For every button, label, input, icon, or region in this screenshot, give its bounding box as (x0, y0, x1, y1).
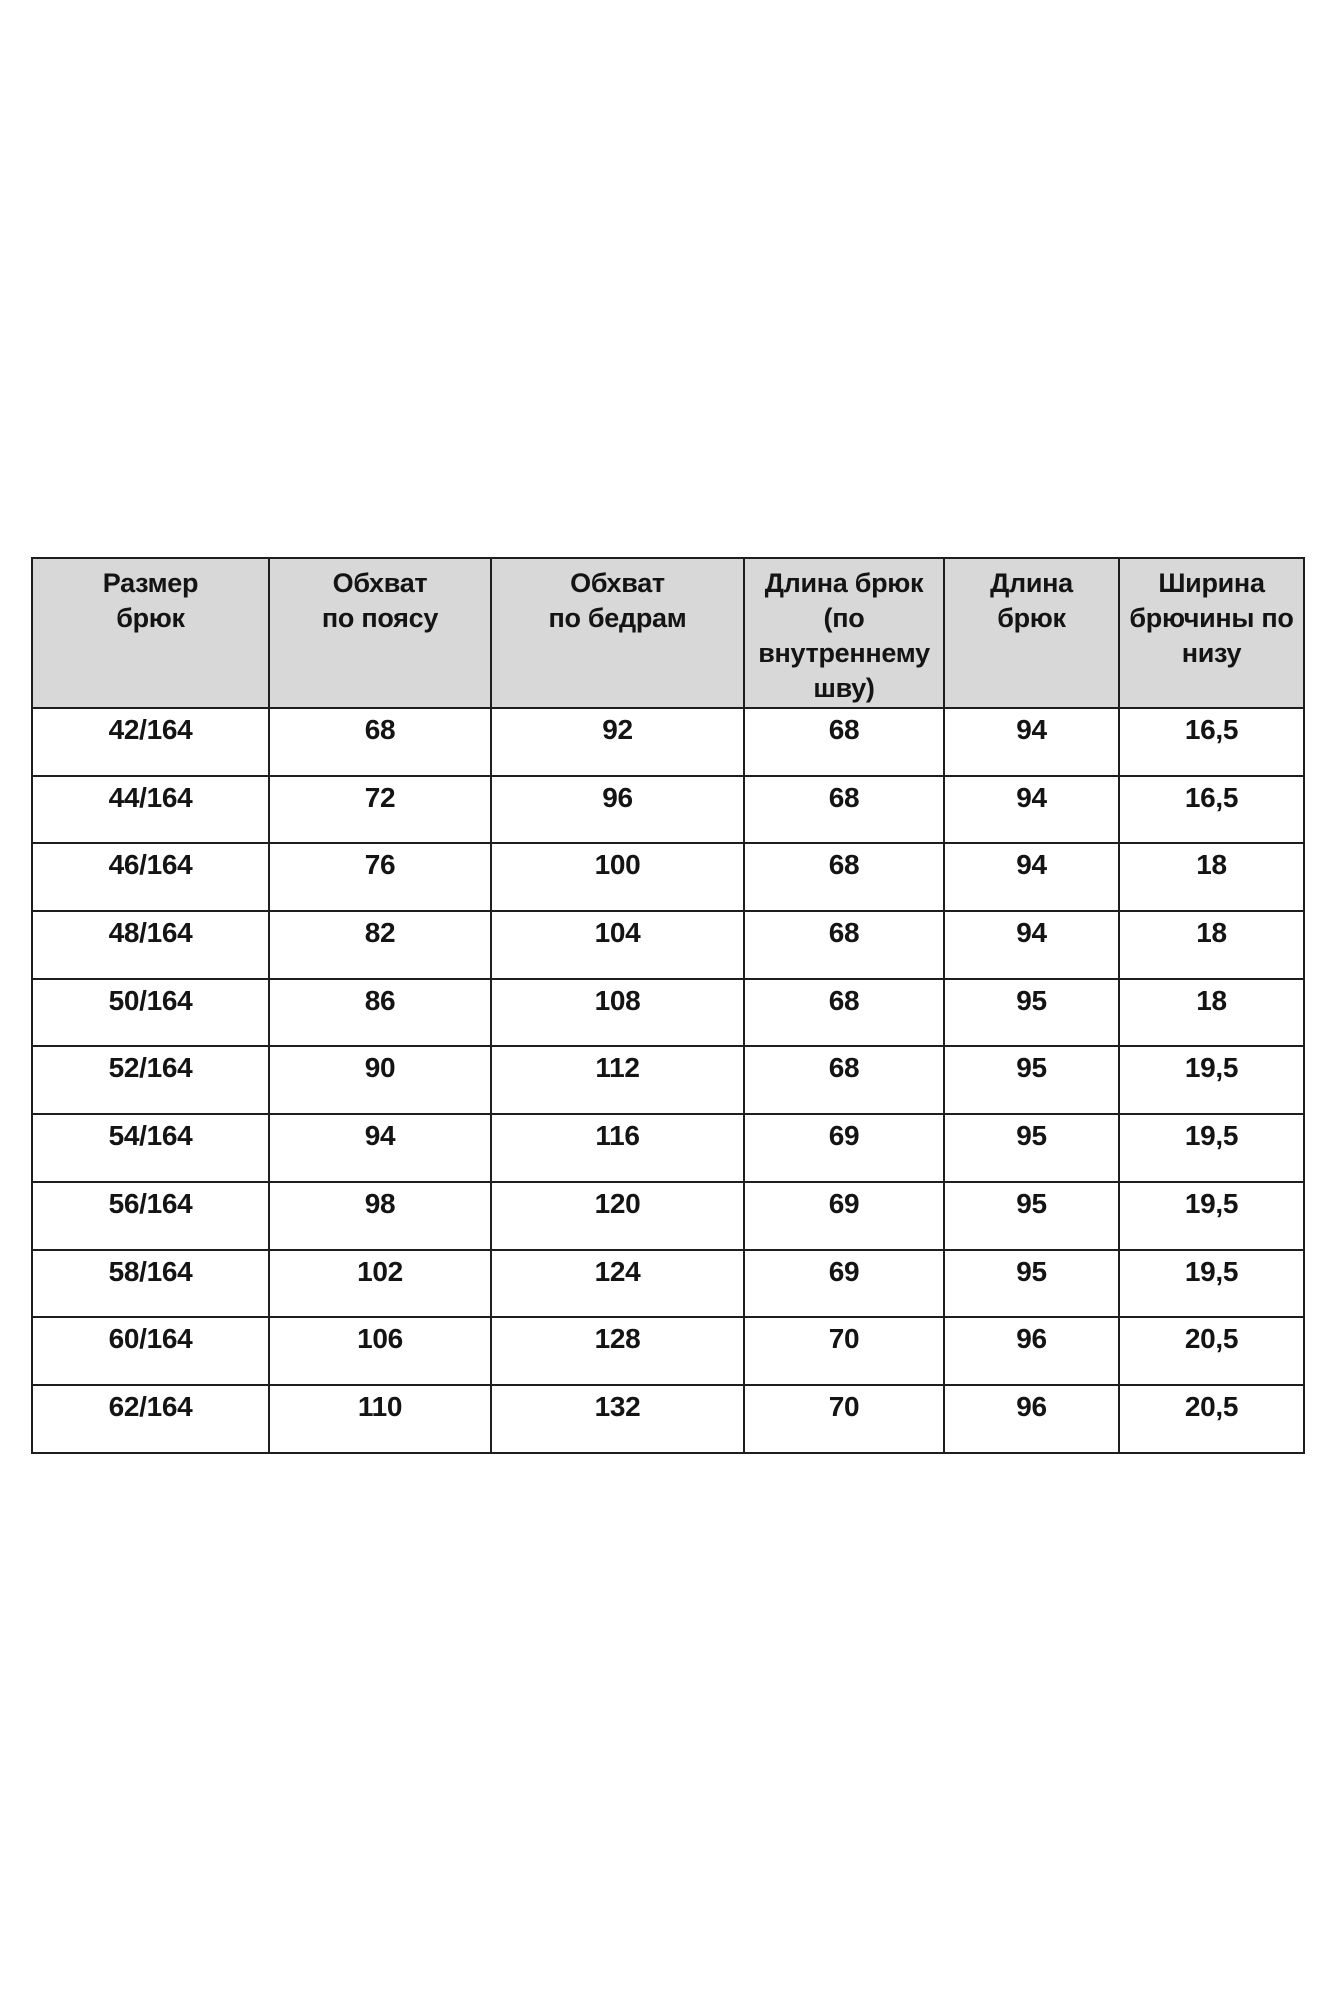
measurement-cell: 69 (744, 1250, 944, 1318)
measurement-cell: 95 (944, 1250, 1119, 1318)
measurement-cell: 94 (269, 1114, 491, 1182)
size-cell: 46/164 (32, 843, 269, 911)
column-header-1: Размер брюк (32, 558, 269, 708)
measurement-cell: 116 (491, 1114, 744, 1182)
size-cell: 58/164 (32, 1250, 269, 1318)
measurement-cell: 95 (944, 1114, 1119, 1182)
measurement-cell: 68 (744, 776, 944, 844)
measurement-cell: 68 (744, 1046, 944, 1114)
measurement-cell: 20,5 (1119, 1317, 1304, 1385)
measurement-cell: 95 (944, 1182, 1119, 1250)
table-row (32, 1114, 1304, 1182)
size-cell: 60/164 (32, 1317, 269, 1385)
measurement-cell: 94 (944, 708, 1119, 776)
measurement-cell: 94 (944, 843, 1119, 911)
measurement-cell: 68 (744, 708, 944, 776)
measurement-cell: 124 (491, 1250, 744, 1318)
measurement-cell: 94 (944, 911, 1119, 979)
measurement-cell: 68 (269, 708, 491, 776)
measurement-cell: 98 (269, 1182, 491, 1250)
size-cell: 54/164 (32, 1114, 269, 1182)
measurement-cell: 128 (491, 1317, 744, 1385)
measurement-cell: 100 (491, 843, 744, 911)
measurement-cell: 108 (491, 979, 744, 1047)
size-cell: 44/164 (32, 776, 269, 844)
column-header-6: Ширина брючины по низу (1119, 558, 1304, 708)
measurement-cell: 69 (744, 1182, 944, 1250)
table-row (32, 843, 1304, 911)
measurement-cell: 68 (744, 911, 944, 979)
size-table (31, 557, 1305, 1454)
table-row (32, 776, 1304, 844)
measurement-cell: 18 (1119, 843, 1304, 911)
measurement-cell: 19,5 (1119, 1250, 1304, 1318)
measurement-cell: 95 (944, 979, 1119, 1047)
table-row (32, 1182, 1304, 1250)
measurement-cell: 96 (491, 776, 744, 844)
measurement-cell: 68 (744, 979, 944, 1047)
column-header-4: Длина брюк (по внутреннему шву) (744, 558, 944, 708)
size-cell: 42/164 (32, 708, 269, 776)
measurement-cell: 68 (744, 843, 944, 911)
measurement-cell: 120 (491, 1182, 744, 1250)
table-row (32, 1317, 1304, 1385)
measurement-cell: 72 (269, 776, 491, 844)
measurement-cell: 16,5 (1119, 708, 1304, 776)
measurement-cell: 19,5 (1119, 1182, 1304, 1250)
measurement-cell: 76 (269, 843, 491, 911)
size-cell: 48/164 (32, 911, 269, 979)
measurement-cell: 19,5 (1119, 1046, 1304, 1114)
measurement-cell: 110 (269, 1385, 491, 1453)
column-header-3: Обхват по бедрам (491, 558, 744, 708)
measurement-cell: 112 (491, 1046, 744, 1114)
measurement-cell: 104 (491, 911, 744, 979)
table-row (32, 1250, 1304, 1318)
measurement-cell: 19,5 (1119, 1114, 1304, 1182)
table-row (32, 979, 1304, 1047)
measurement-cell: 86 (269, 979, 491, 1047)
measurement-cell: 69 (744, 1114, 944, 1182)
measurement-cell: 90 (269, 1046, 491, 1114)
measurement-cell: 18 (1119, 979, 1304, 1047)
size-cell: 56/164 (32, 1182, 269, 1250)
measurement-cell: 132 (491, 1385, 744, 1453)
table-row (32, 708, 1304, 776)
measurement-cell: 95 (944, 1046, 1119, 1114)
measurement-cell: 106 (269, 1317, 491, 1385)
table-body (32, 708, 1304, 1453)
column-header-2: Обхват по поясу (269, 558, 491, 708)
measurement-cell: 82 (269, 911, 491, 979)
measurement-cell: 18 (1119, 911, 1304, 979)
measurement-cell: 96 (944, 1385, 1119, 1453)
measurement-cell: 20,5 (1119, 1385, 1304, 1453)
table-row (32, 1046, 1304, 1114)
measurement-cell: 102 (269, 1250, 491, 1318)
column-header-5: Длина брюк (944, 558, 1119, 708)
table-row (32, 911, 1304, 979)
table-header (32, 558, 1304, 708)
measurement-cell: 96 (944, 1317, 1119, 1385)
header-row (32, 558, 1304, 708)
size-cell: 62/164 (32, 1385, 269, 1453)
measurement-cell: 70 (744, 1317, 944, 1385)
measurement-cell: 70 (744, 1385, 944, 1453)
measurement-cell: 92 (491, 708, 744, 776)
measurement-cell: 94 (944, 776, 1119, 844)
size-cell: 52/164 (32, 1046, 269, 1114)
size-cell: 50/164 (32, 979, 269, 1047)
table-row (32, 1385, 1304, 1453)
measurement-cell: 16,5 (1119, 776, 1304, 844)
